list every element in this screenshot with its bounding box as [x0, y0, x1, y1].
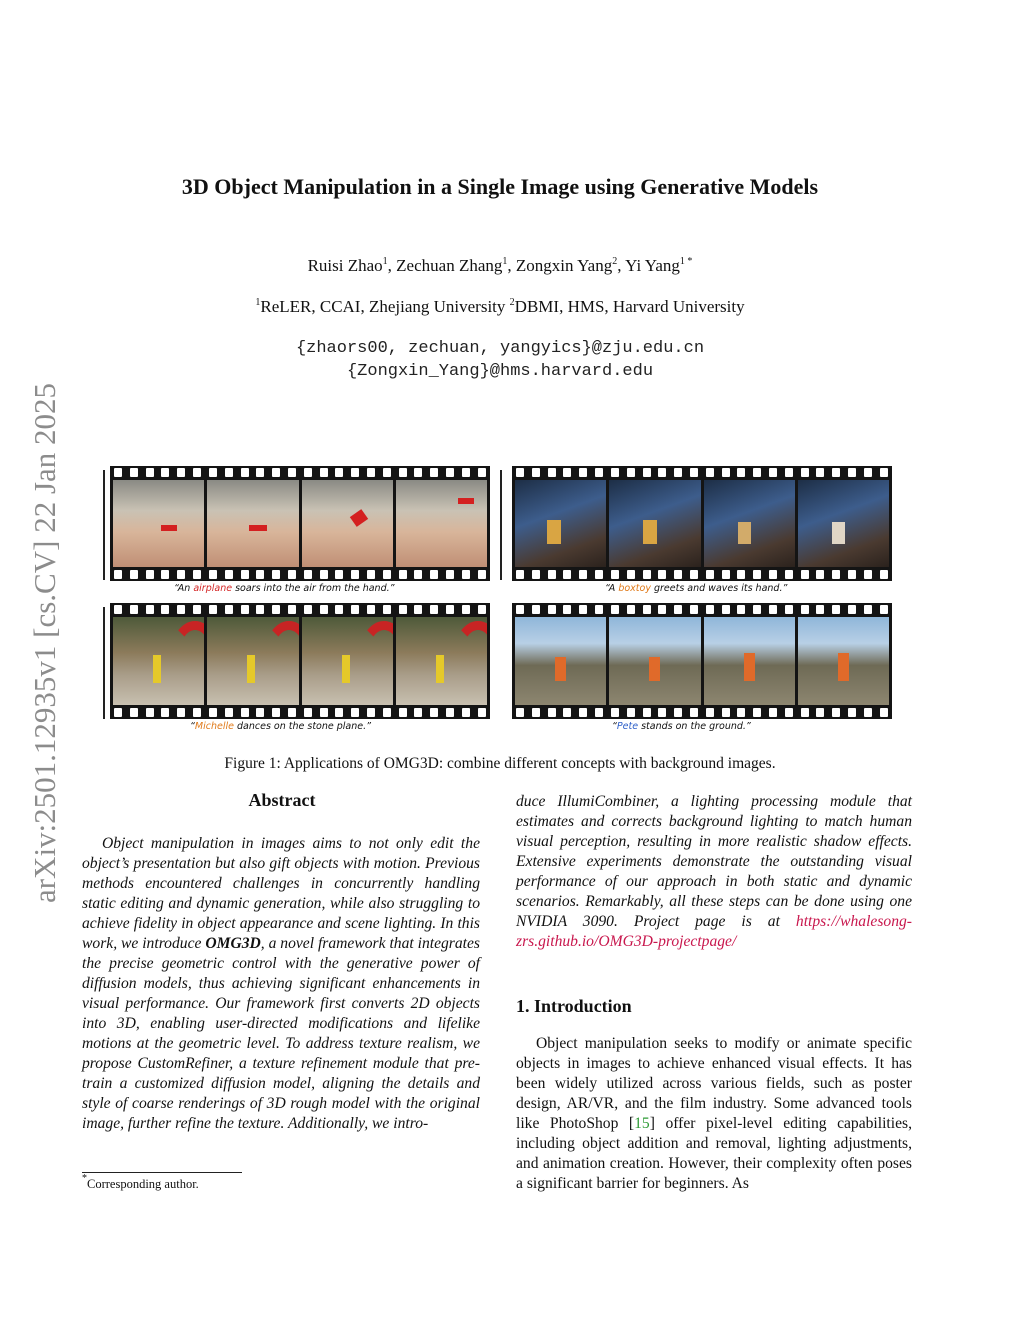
- person-image: [555, 657, 566, 681]
- arxiv-stamp: arXiv:2501.12935v1 [cs.CV] 22 Jan 2025: [27, 382, 62, 904]
- author-mark: 1 *: [679, 256, 693, 267]
- sprocket-hole: [130, 708, 138, 717]
- sprocket-hole: [611, 605, 619, 614]
- panel-caption: [190, 721, 371, 732]
- sprocket-hole: [722, 468, 730, 477]
- sprocket-hole: [785, 570, 793, 579]
- footnote-mark: *: [82, 1173, 87, 1184]
- sprocket-hole: [643, 468, 651, 477]
- sprocket-hole: [367, 570, 375, 579]
- sprocket-hole: [241, 570, 249, 579]
- caption-text: soars into the air from the hand.”: [232, 583, 395, 594]
- sprocket-row: [516, 708, 888, 717]
- film-strip-michelle: [110, 603, 490, 719]
- author-mark: 1: [502, 256, 508, 267]
- sprocket-hole: [209, 570, 217, 579]
- sprocket-hole: [579, 468, 587, 477]
- sprocket-hole: [161, 605, 169, 614]
- sprocket-hole: [304, 708, 312, 717]
- intro-text: Object manipulation seeks to modify or animate specific objects in images to achieve enhanced visual effects. It has been widely utilized across various fields, such as poster design, AR/VR, and the film industry. Some advanced tools like PhotoShop [: [516, 1035, 912, 1132]
- author-name: Ruisi Zhao: [307, 256, 383, 275]
- sprocket-hole: [643, 605, 651, 614]
- sprocket-hole: [146, 708, 154, 717]
- dancer-image: [153, 655, 161, 683]
- sprocket-hole: [351, 570, 359, 579]
- sprocket-row: [114, 708, 486, 717]
- project-page-link[interactable]: https://whalesong-zrs.github.io/OMG3D-projectpage/: [516, 913, 912, 950]
- sprocket-hole: [563, 570, 571, 579]
- abstract-text: Object manipulation in images aims to not only edit the object’s presentation but also gift objects with motion. Previous methods encountered challenges in concurrently handling static editing and dynamic generation, while also struggling to achieve fidelity in object appearance and scene lighting. In this work, we introduce: [82, 835, 480, 952]
- sprocket-hole: [478, 468, 486, 477]
- sprocket-hole: [383, 708, 391, 717]
- sprocket-hole: [446, 468, 454, 477]
- sprocket-hole: [627, 605, 635, 614]
- sprocket-hole: [864, 468, 872, 477]
- sprocket-hole: [462, 605, 470, 614]
- sprocket-hole: [209, 468, 217, 477]
- sprocket-hole: [548, 708, 556, 717]
- sprocket-hole: [658, 605, 666, 614]
- caption-text: “An: [174, 583, 194, 594]
- introduction-body: [516, 1034, 912, 1194]
- boxtoy-image: [643, 520, 657, 544]
- sprocket-hole: [399, 468, 407, 477]
- sprocket-hole: [225, 570, 233, 579]
- sprocket-hole: [430, 605, 438, 614]
- caption-text: “A: [605, 583, 619, 594]
- photo-frame: [609, 617, 700, 705]
- sprocket-hole: [737, 570, 745, 579]
- sprocket-hole: [674, 708, 682, 717]
- author-list: Ruisi Zhao$^1$, Zechuan Zhang$^1$, Zongxin Yang$^2$, Yi Yang$^{1 *}$: [307, 256, 693, 275]
- sprocket-hole: [272, 468, 280, 477]
- sprocket-hole: [785, 605, 793, 614]
- sprocket-hole: [193, 708, 201, 717]
- sprocket-hole: [785, 708, 793, 717]
- affil-mark: 2: [509, 297, 515, 308]
- sprocket-hole: [753, 570, 761, 579]
- sprocket-hole: [532, 570, 540, 579]
- sprocket-hole: [114, 468, 122, 477]
- sprocket-row: [114, 570, 486, 579]
- sprocket-hole: [532, 708, 540, 717]
- red-arch-image: [169, 621, 204, 699]
- sprocket-hole: [737, 708, 745, 717]
- photo-frame: [515, 617, 606, 705]
- sprocket-hole: [801, 468, 809, 477]
- sprocket-hole: [643, 708, 651, 717]
- sprocket-hole: [193, 570, 201, 579]
- sprocket-hole: [462, 468, 470, 477]
- sprocket-hole: [161, 468, 169, 477]
- caption-text: “: [612, 721, 617, 732]
- boxtoy-image: [832, 522, 845, 544]
- sprocket-hole: [753, 708, 761, 717]
- person-image: [838, 653, 849, 681]
- sprocket-hole: [769, 708, 777, 717]
- boxtoy-image: [738, 522, 751, 544]
- sprocket-hole: [320, 468, 328, 477]
- sprocket-hole: [563, 468, 571, 477]
- person-image: [649, 657, 660, 681]
- sprocket-hole: [177, 605, 185, 614]
- sprocket-hole: [627, 570, 635, 579]
- sprocket-hole: [579, 570, 587, 579]
- sprocket-hole: [627, 468, 635, 477]
- affil-mark: 1: [255, 297, 261, 308]
- sprocket-hole: [272, 708, 280, 717]
- sprocket-hole: [241, 708, 249, 717]
- caption-text: greets and waves its hand.”: [650, 583, 788, 594]
- sprocket-hole: [335, 468, 343, 477]
- sprocket-hole: [446, 708, 454, 717]
- frame-row: [113, 617, 487, 705]
- sprocket-hole: [367, 708, 375, 717]
- boxtoy-image: [547, 520, 561, 544]
- sprocket-hole: [706, 570, 714, 579]
- sprocket-hole: [690, 605, 698, 614]
- photo-frame: [704, 480, 795, 567]
- person-image: [744, 653, 755, 681]
- sprocket-hole: [690, 570, 698, 579]
- sprocket-hole: [272, 570, 280, 579]
- footnote: [82, 1173, 199, 1192]
- sprocket-hole: [399, 708, 407, 717]
- sprocket-hole: [737, 605, 745, 614]
- sprocket-hole: [880, 605, 888, 614]
- sprocket-hole: [880, 570, 888, 579]
- sprocket-hole: [114, 605, 122, 614]
- sprocket-hole: [548, 468, 556, 477]
- sprocket-row: [114, 468, 486, 477]
- sprocket-hole: [880, 708, 888, 717]
- sprocket-hole: [801, 605, 809, 614]
- sprocket-hole: [848, 570, 856, 579]
- sprocket-hole: [595, 468, 603, 477]
- sprocket-hole: [658, 468, 666, 477]
- caption-keyword: Pete: [616, 721, 639, 732]
- abstract-continued: [516, 792, 912, 952]
- sprocket-hole: [351, 605, 359, 614]
- sprocket-hole: [351, 468, 359, 477]
- sprocket-hole: [690, 468, 698, 477]
- sprocket-hole: [225, 605, 233, 614]
- sprocket-hole: [611, 708, 619, 717]
- sprocket-hole: [816, 605, 824, 614]
- sprocket-hole: [446, 605, 454, 614]
- film-strip-airplane: [110, 466, 490, 581]
- sprocket-hole: [595, 605, 603, 614]
- sprocket-hole: [256, 570, 264, 579]
- photo-frame: [113, 480, 204, 567]
- sprocket-hole: [193, 468, 201, 477]
- caption-keyword: Michelle: [194, 721, 234, 732]
- sprocket-hole: [706, 605, 714, 614]
- sprocket-hole: [399, 605, 407, 614]
- dancer-image: [342, 655, 350, 683]
- sprocket-hole: [430, 468, 438, 477]
- red-arch-image: [263, 621, 298, 699]
- sprocket-hole: [674, 605, 682, 614]
- sprocket-hole: [579, 708, 587, 717]
- sprocket-hole: [801, 708, 809, 717]
- sprocket-hole: [848, 468, 856, 477]
- photo-frame: [302, 617, 393, 705]
- sprocket-hole: [722, 708, 730, 717]
- sprocket-hole: [241, 468, 249, 477]
- sprocket-hole: [801, 570, 809, 579]
- sprocket-hole: [114, 708, 122, 717]
- caption-text: dances on the stone plane.”: [233, 721, 372, 732]
- sprocket-hole: [516, 605, 524, 614]
- airplane-image: [161, 525, 177, 531]
- red-arch-image: [452, 621, 487, 699]
- sprocket-hole: [383, 605, 391, 614]
- sprocket-hole: [595, 570, 603, 579]
- sprocket-hole: [335, 570, 343, 579]
- sprocket-hole: [658, 570, 666, 579]
- sprocket-hole: [706, 708, 714, 717]
- sprocket-hole: [722, 570, 730, 579]
- sprocket-hole: [335, 708, 343, 717]
- sprocket-hole: [516, 708, 524, 717]
- sprocket-hole: [177, 708, 185, 717]
- caption-keyword: boxtoy: [618, 583, 651, 594]
- sprocket-hole: [209, 708, 217, 717]
- sprocket-row: [516, 570, 888, 579]
- sprocket-hole: [146, 570, 154, 579]
- sprocket-hole: [288, 605, 296, 614]
- sprocket-hole: [414, 468, 422, 477]
- figure-divider: [500, 470, 502, 580]
- photo-frame: [798, 617, 889, 705]
- author-mark: 2: [612, 256, 618, 267]
- sprocket-hole: [848, 605, 856, 614]
- sprocket-hole: [548, 570, 556, 579]
- sprocket-hole: [816, 708, 824, 717]
- footnote-rule: [82, 1172, 242, 1173]
- sprocket-hole: [753, 468, 761, 477]
- film-strip-pete: [512, 603, 892, 719]
- intro-text: ] offer pixel-level editing capabilities, including object addition and removal, lighting adjustments, and animation creation. However, their complexity often poses a significant barrier for beginners. As: [516, 1115, 912, 1192]
- red-arch-image: [358, 621, 393, 699]
- method-name: OMG3D: [205, 935, 261, 952]
- sprocket-hole: [864, 570, 872, 579]
- photo-frame: [302, 480, 393, 567]
- sprocket-hole: [722, 605, 730, 614]
- sprocket-hole: [225, 468, 233, 477]
- sprocket-hole: [864, 708, 872, 717]
- photo-frame: [396, 480, 487, 567]
- sprocket-hole: [130, 605, 138, 614]
- email-line: {Zongxin_Yang}@hms.harvard.edu: [346, 362, 654, 381]
- paper-title: 3D Object Manipulation in a Single Image using Generative Models: [181, 174, 819, 199]
- sprocket-hole: [658, 708, 666, 717]
- sprocket-hole: [367, 605, 375, 614]
- sprocket-hole: [611, 468, 619, 477]
- author-mark: 1: [382, 256, 388, 267]
- sprocket-hole: [320, 605, 328, 614]
- photo-frame: [207, 617, 298, 705]
- sprocket-hole: [753, 605, 761, 614]
- sprocket-hole: [256, 468, 264, 477]
- sprocket-hole: [737, 468, 745, 477]
- sprocket-hole: [414, 570, 422, 579]
- photo-frame: [113, 617, 204, 705]
- sprocket-hole: [516, 468, 524, 477]
- sprocket-hole: [832, 605, 840, 614]
- sprocket-hole: [209, 605, 217, 614]
- abstract-heading: Abstract: [248, 790, 316, 810]
- panel-caption: [174, 583, 395, 594]
- sprocket-hole: [351, 708, 359, 717]
- author-name: Zechuan Zhang: [396, 256, 503, 275]
- sprocket-hole: [785, 468, 793, 477]
- sprocket-hole: [595, 708, 603, 717]
- sprocket-hole: [225, 708, 233, 717]
- sprocket-hole: [288, 570, 296, 579]
- sprocket-hole: [320, 708, 328, 717]
- photo-frame: [515, 480, 606, 567]
- sprocket-hole: [478, 605, 486, 614]
- panel-caption: [612, 721, 751, 732]
- sprocket-hole: [579, 605, 587, 614]
- sprocket-hole: [177, 570, 185, 579]
- sprocket-hole: [706, 468, 714, 477]
- sprocket-hole: [769, 468, 777, 477]
- sprocket-hole: [399, 570, 407, 579]
- section-heading-introduction: 1. Introduction: [516, 996, 632, 1016]
- affil-text: DBMI, HMS, Harvard University: [514, 297, 745, 316]
- sprocket-hole: [769, 570, 777, 579]
- sprocket-hole: [643, 570, 651, 579]
- figure-divider: [103, 607, 105, 719]
- sprocket-hole: [430, 570, 438, 579]
- sprocket-hole: [177, 468, 185, 477]
- sprocket-hole: [769, 605, 777, 614]
- sprocket-hole: [563, 605, 571, 614]
- photo-frame: [798, 480, 889, 567]
- sprocket-hole: [256, 708, 264, 717]
- sprocket-hole: [383, 570, 391, 579]
- frame-row: [113, 480, 487, 567]
- sprocket-hole: [674, 468, 682, 477]
- sprocket-hole: [367, 468, 375, 477]
- sprocket-hole: [304, 570, 312, 579]
- sprocket-hole: [611, 570, 619, 579]
- sprocket-hole: [880, 468, 888, 477]
- sprocket-hole: [146, 468, 154, 477]
- photo-frame: [207, 480, 298, 567]
- sprocket-hole: [146, 605, 154, 614]
- sprocket-hole: [161, 570, 169, 579]
- affiliations: [0, 297, 1000, 317]
- sprocket-hole: [516, 570, 524, 579]
- sprocket-hole: [241, 605, 249, 614]
- dancer-image: [247, 655, 255, 683]
- sprocket-hole: [414, 708, 422, 717]
- author-name: Zongxin Yang: [515, 256, 613, 275]
- sprocket-hole: [446, 570, 454, 579]
- sprocket-hole: [563, 708, 571, 717]
- sprocket-hole: [532, 468, 540, 477]
- sprocket-hole: [335, 605, 343, 614]
- film-strip-boxtoy: [512, 466, 892, 581]
- sprocket-hole: [272, 605, 280, 614]
- sprocket-hole: [627, 708, 635, 717]
- abstract-body: [82, 834, 480, 1134]
- author-name: Yi Yang: [625, 256, 680, 275]
- sprocket-hole: [690, 708, 698, 717]
- sprocket-hole: [130, 570, 138, 579]
- frame-row: [515, 480, 889, 567]
- airplane-image: [249, 525, 267, 531]
- sprocket-hole: [674, 570, 682, 579]
- sprocket-hole: [462, 708, 470, 717]
- sprocket-row: [516, 468, 888, 477]
- panel-caption: [605, 583, 787, 594]
- sprocket-hole: [832, 570, 840, 579]
- caption-text: “: [190, 721, 195, 732]
- affil-text: ReLER, CCAI, Zhejiang University: [260, 297, 510, 316]
- sprocket-hole: [414, 605, 422, 614]
- photo-frame: [704, 617, 795, 705]
- email-line: {zhaors00, zechuan, yangyics}@zju.edu.cn: [295, 339, 705, 358]
- sprocket-hole: [320, 570, 328, 579]
- sprocket-hole: [304, 605, 312, 614]
- airplane-image: [349, 509, 367, 527]
- sprocket-hole: [430, 708, 438, 717]
- sprocket-hole: [478, 570, 486, 579]
- caption-keyword: airplane: [193, 583, 233, 594]
- photo-frame: [396, 617, 487, 705]
- sprocket-hole: [864, 605, 872, 614]
- abstract-text: , a novel framework that integrates the precise geometric control with the generative power of diffusion models, thus achieving significant enhancements in visual performance. Our framework first converts 2D objects into 3D, enabling user-directed modifications and lifelike motions at the geometric level. To address texture realism, we propose CustomRefiner, a texture refinement module that pre-train a customized diffusion model, aligning the details and style of coarse renderings of 3D rough model with the original image, further refine the texture. Additionally, we intro-: [82, 935, 480, 1132]
- sprocket-hole: [832, 708, 840, 717]
- airplane-image: [458, 498, 474, 504]
- sprocket-row: [114, 605, 486, 614]
- figure-caption: Figure 1: Applications of OMG3D: combine different concepts with background images.: [224, 755, 776, 772]
- photo-frame: [609, 480, 700, 567]
- sprocket-hole: [548, 605, 556, 614]
- sprocket-hole: [478, 708, 486, 717]
- sprocket-hole: [532, 605, 540, 614]
- sprocket-hole: [114, 570, 122, 579]
- figure-divider: [103, 470, 105, 580]
- sprocket-hole: [130, 468, 138, 477]
- sprocket-hole: [816, 570, 824, 579]
- citation-link[interactable]: 15: [634, 1115, 650, 1132]
- sprocket-row: [516, 605, 888, 614]
- abstract-text: duce IllumiCombiner, a lighting processing module that estimates and corrects background lighting to match human visual perception, resulting in more realistic shadow effects. Extensive experiments demonstrate the outstanding visual performance of our approach in both static and dynamic scenarios. Remarkably, all these steps can be done using one NVIDIA 3090. Project page is at: [516, 793, 912, 930]
- sprocket-hole: [288, 708, 296, 717]
- sprocket-hole: [832, 468, 840, 477]
- sprocket-hole: [848, 708, 856, 717]
- footnote-text: Corresponding author.: [87, 1177, 199, 1191]
- caption-text: stands on the ground.”: [638, 721, 751, 732]
- sprocket-hole: [161, 708, 169, 717]
- sprocket-hole: [304, 468, 312, 477]
- frame-row: [515, 617, 889, 705]
- sprocket-hole: [256, 605, 264, 614]
- sprocket-hole: [462, 570, 470, 579]
- sprocket-hole: [193, 605, 201, 614]
- sprocket-hole: [288, 468, 296, 477]
- sprocket-hole: [383, 468, 391, 477]
- dancer-image: [436, 655, 444, 683]
- sprocket-hole: [816, 468, 824, 477]
